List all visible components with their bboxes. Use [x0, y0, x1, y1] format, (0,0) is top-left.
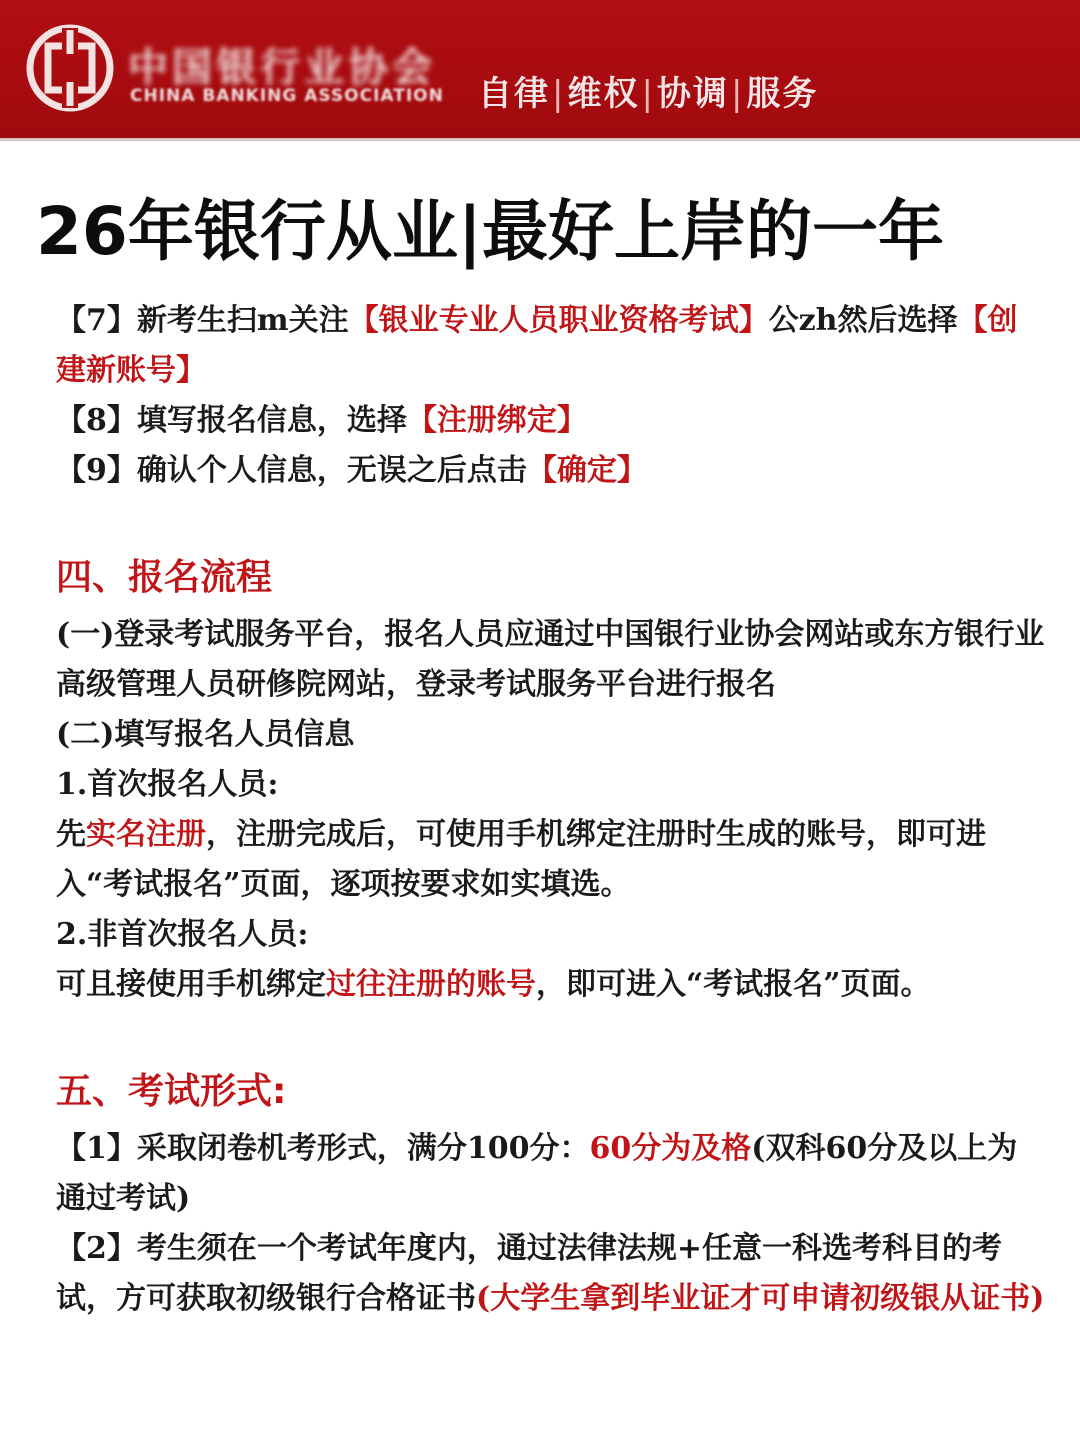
bank-association-logo-icon	[26, 24, 114, 112]
body-text: 【2】考生须在一个考试年度内，通过法律法规+任意一科选考科目的考试，方可获取初级银行合格证书	[56, 1231, 1003, 1316]
section-heading-registration-process: 四、报名流程	[56, 557, 273, 598]
body-text: 1.首次报名人员:	[56, 767, 279, 802]
process-item	[56, 610, 1046, 710]
body-text: (双科60分及以上为通过考试)	[56, 1131, 1018, 1216]
highlight-text: 【注册绑定】	[406, 403, 587, 438]
page-title: 26年银行从业|最好上岸的一年	[36, 193, 944, 270]
header-banner	[0, 0, 1080, 141]
body-text: ，注册完成后，可使用手机绑定注册时生成的账号，即可进入“考试报名”页面，逐项按要求如实填选。	[56, 817, 986, 902]
body-text: 【8】填写报名信息，选择	[56, 403, 407, 438]
body-text: (一)登录考试服务平台，报名人员应通过中国银行业协会网站或东方银行业高级管理人员研修院网站，登录考试服务平台进行报名	[56, 617, 1045, 702]
process-item	[56, 910, 1046, 960]
format-item	[56, 1224, 1046, 1324]
spacer	[56, 1010, 1046, 1060]
body-text: 【9】确认个人信息，无误之后点击	[56, 453, 527, 488]
body-text: 先	[56, 817, 86, 852]
body-text: (二)填写报名人员信息	[56, 717, 355, 752]
slogan: 自律|维权|协调|服务	[478, 74, 819, 114]
process-item	[56, 760, 1046, 810]
body-text: 【7】新考生扫m关注	[56, 303, 349, 338]
body-text: ，即可进入“考试报名”页面。	[536, 967, 931, 1002]
format-item	[56, 1124, 1046, 1224]
step-item	[56, 396, 1046, 446]
slogan-word: 自律	[478, 74, 550, 114]
org-name-en: CHINA BANKING ASSOCIATION	[130, 86, 444, 106]
highlight-text: 实名注册	[86, 817, 206, 852]
highlight-text: (大学生拿到毕业证才可申请初级银从证书)	[476, 1281, 1045, 1316]
article-body	[56, 296, 1046, 1324]
body-text: 2.非首次报名人员:	[56, 917, 309, 952]
highlight-text: 【创建新账号】	[56, 303, 1018, 388]
step-item	[56, 296, 1046, 396]
highlight-text: 60分为及格	[589, 1131, 752, 1166]
slogan-word: 服务	[746, 74, 819, 114]
registration-process-list	[56, 610, 1046, 1010]
registration-steps	[56, 296, 1046, 496]
body-text: 公zh然后选择	[768, 303, 958, 338]
process-item	[56, 810, 1046, 910]
exam-format-list	[56, 1124, 1046, 1324]
body-text: 【1】采取闭卷机考形式，满分100分：	[56, 1131, 590, 1166]
org-name-cn: 中国银行业协会	[128, 45, 436, 91]
highlight-text: 【银业专业人员职业资格考试】	[348, 303, 769, 338]
step-item	[56, 446, 1046, 496]
spacer	[56, 496, 1046, 546]
process-item	[56, 960, 1046, 1010]
section-heading-exam-format: 五、考试形式:	[56, 1071, 287, 1112]
highlight-text: 过往注册的账号	[326, 967, 536, 1002]
slogan-word: 协调	[656, 74, 729, 114]
process-item	[56, 710, 1046, 760]
body-text: 可且接使用手机绑定	[56, 967, 326, 1002]
slogan-word: 维权	[567, 74, 640, 114]
highlight-text: 【确定】	[526, 453, 647, 488]
